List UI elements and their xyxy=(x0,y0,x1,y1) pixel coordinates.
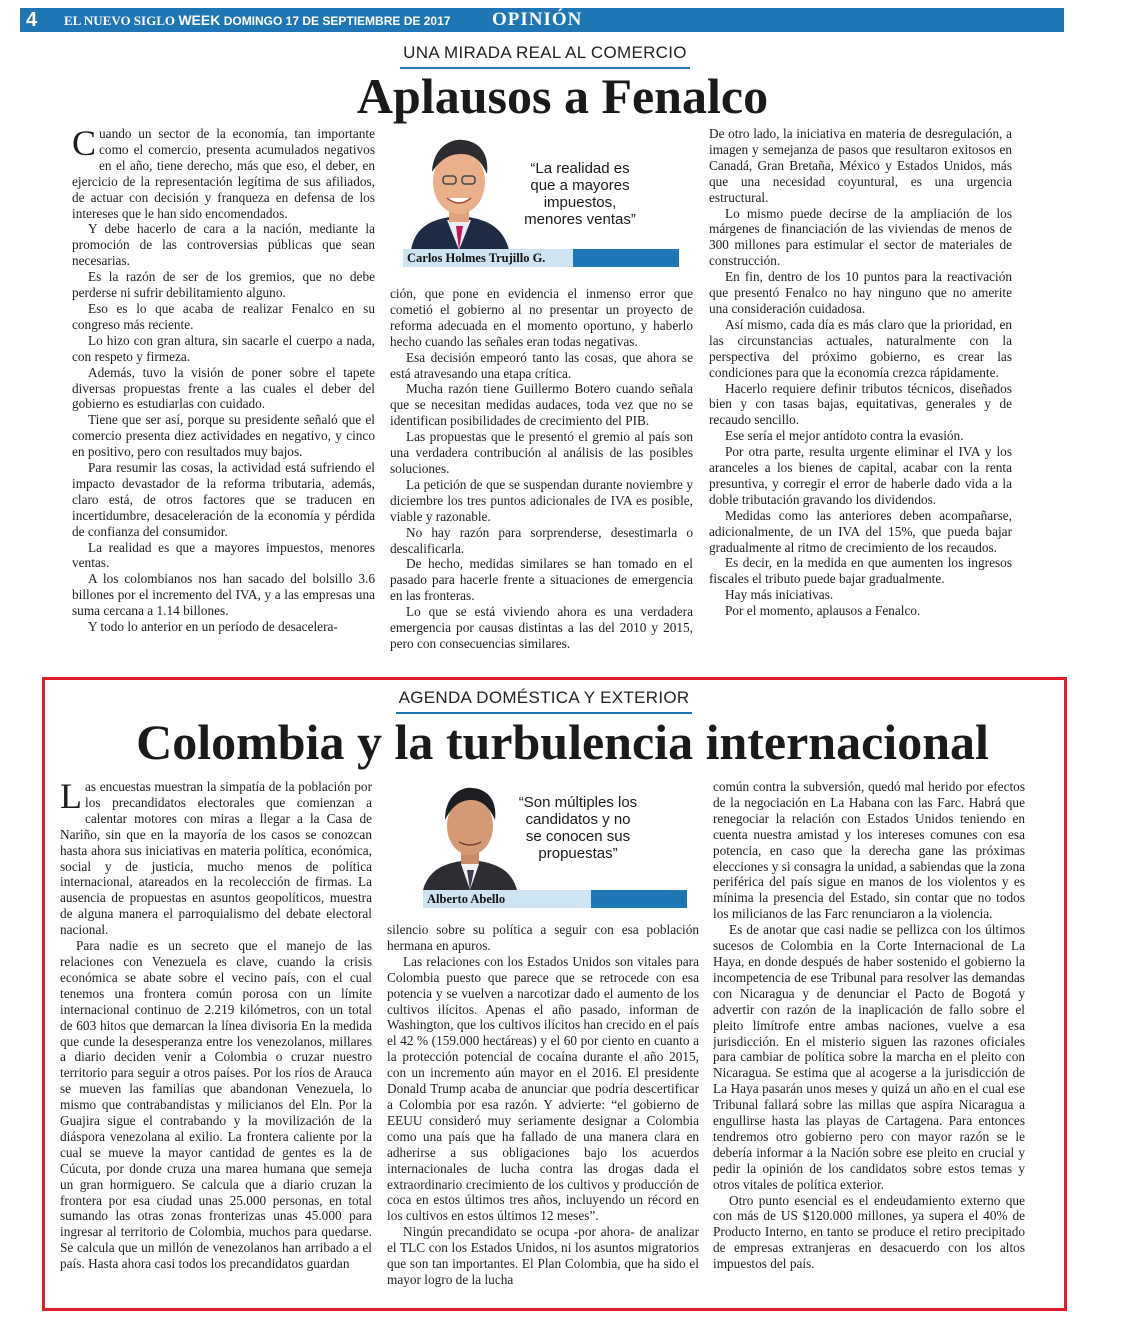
article2-column-2 xyxy=(387,922,699,1305)
body-paragraph: De hecho, medidas similares se han tomado en el pasado para hacerle frente a situaciones de emergencia en las fronteras. xyxy=(390,556,693,604)
article2-byline-bar xyxy=(423,890,687,908)
body-paragraph: Es la razón de ser de los gremios, que no debe perderse ni sufrir debilitamiento alguno. xyxy=(72,269,375,301)
article1-headline: Aplausos a Fenalco xyxy=(356,68,769,124)
body-paragraph: Las relaciones con los Estados Unidos son vitales para Colombia puesto que parece que se retrocede con esa potencia y se vuelven a narcotizar dado el aumento de los cultivos ilícitos. Apenas el año pasado, informan de Washington, que los cultivos ilícitos han crecido en el país el 42 % (159.000 hectáreas) y el 60 por ciento en cuanto a la protección potencial de cocaína durante el año 2015, con un incremento aún mayor en el 2016. El presidente Donald Trump acaba de anunciar que podría descertificar a Colombia por esa razón. Y advierte: “el gobierno de EEUU consideró muy seriamente designar a Colombia como una país que ha fallado de una manera clara en adherirse a sus obligaciones bajo los acuerdos internacionales de lucha contra las drogas dada el extraordinario crecimiento de los cultivos y producción de coca en estos últimos tres años, incluyendo un récord en los cultivos en estos últimos 12 meses”. xyxy=(387,953,699,1224)
body-paragraph: A los colombianos nos han sacado del bolsillo 3.6 billones por el incremento del IVA, y a las empresas una suma cercana a 1.14 billones. xyxy=(72,571,375,619)
body-paragraph: Es decir, en la medida en que aumenten los ingresos fiscales el tributo puede bajar gradualmente. xyxy=(709,555,1012,587)
section-label: OPINIÓN xyxy=(492,9,583,30)
body-paragraph: Y debe hacerlo de cara a la nación, mediante la promoción de las controversias públicas que sean necesarias. xyxy=(72,221,375,269)
article2-column-1 xyxy=(60,779,372,1305)
body-paragraph: ción, que pone en evidencia el inmenso error que cometió el gobierno al no presentar un proyecto de reforma adecuada en el momento oportuno, y haberlo hecho cuando las señales eran todas negativas. xyxy=(390,286,693,349)
body-paragraph: Lo que se está viviendo ahora es una verdadera emergencia por causas distintas a las del 2010 y 2015, pero con consecuencias similares. xyxy=(390,604,693,651)
edition-name: WEEK xyxy=(178,12,221,28)
body-paragraph: En fin, dentro de los 10 puntos para la reactivación que presentó Fenalco no hay ninguno que no amerite una consideración cuidadosa. xyxy=(709,269,1012,316)
byline-accent xyxy=(573,249,679,267)
body-paragraph: Lo mismo puede decirse de la ampliación de los márgenes de financiación de las viviendas de menos de 300 millones para estimular el sector de materiales de construcción. xyxy=(709,205,1012,269)
article2-kicker: AGENDA DOMÉSTICA Y EXTERIOR xyxy=(398,688,690,707)
body-paragraph: Eso es lo que acaba de realizar Fenalco en su congreso más reciente. xyxy=(72,300,375,332)
body-paragraph: Lo hizo con gran altura, sin sacarle el cuerpo a nada, con respeto y firmeza. xyxy=(72,332,375,364)
body-paragraph: Además, tuvo la visión de poner sobre el tapete diversas propuestas frente a las cuales el deber del gobierno es estudiarlas con cuidado. xyxy=(72,364,375,412)
body-paragraph: La petición de que se suspendan durante noviembre y diciembre los tres puntos adicionales de IVA es posible, viable y razonable. xyxy=(390,476,693,524)
drop-cap: L xyxy=(60,779,82,816)
body-paragraph: Para resumir las cosas, la actividad está sufriendo el impacto devastador de la reforma tributaria, además, claro está, de otros factores que se traducen en incertidumbre, desaceleración de la economía y pérdida de confianza del consumidor. xyxy=(72,460,375,539)
article2-author-name: Alberto Abello xyxy=(427,892,506,906)
body-paragraph: Por el momento, aplausos a Fenalco. xyxy=(725,603,921,619)
body-paragraph: Para nadie es un secreto que el manejo de las relaciones con Venezuela es clave, cuando la crisis económica se abate sobre el vecino país, con el cual tenemos una frontera común porosa con un límite internacional continuo de 2.219 kilómetros, con un total de 603 hitos que demarcan la línea divisoria En la medida que cunde la desesperanza entre los venezolanos, millares a diario deciden venir a Colombia o cruzar nuestro territorio para seguir a otros países. Por los ríos de Arauca se mueven las familias que abandonan Venezuela, lo mismo que contrabandistas y milicianos del Eln. Por la Guajira sigue el contrabando y la movilización de la diáspora venezolana al exilio. La frontera caliente por la cual se mueve la mayor cantidad de gentes es la de Cúcuta, por donde cruza una marea humana que semeja un gran hormiguero. Se calcula que a diario cruzan la frontera por esa ciudad unas 25.000 personas, en total sumando las otras zonas fronterizas unas 45.000 para ingresar al territorio de Colombia, muchos para quedarse. Se calcula que un millón de venezolanos han arribado a el país. Hasta ahora casi todos los precandidatos guardan xyxy=(60,938,372,1272)
body-paragraph: De otro lado, la iniciativa en materia de desregulación, a imagen y semejanza de pasos que resultaron exitosos en Canadá, Gran Bretaña, México y Estados Unidos, más que una necesidad coyuntural, es una urgencia estructural. xyxy=(709,126,1012,205)
article1-column-3 xyxy=(709,126,1012,652)
byline-accent xyxy=(591,890,687,908)
article2-headline: Colombia y la turbulencia internacional xyxy=(136,714,989,770)
article1-byline-bar xyxy=(403,249,679,267)
body-paragraph: común contra la subversión, quedó mal herido por efectos de la negociación en La Habana con las Farc. Habrá que renegociar la relación con Estados Unidos teniendo en cuenta nuestra amistad y los intereses comunes con esa potencia, en caso que la derecha gane las próximas elecciones y si consagra la unidad, a sabiendas que la zona periférica del país sigue en manos de los violentos y es mínima la presencia del Estado, sin contar que no todos los milicianos de las Farc renunciaron a la violencia. xyxy=(713,779,1025,922)
body-paragraph: Es de anotar que casi nadie se pellizca con los últimos sucesos de Colombia en la Corte Internacional de La Haya, en donde después de haber sostenido el gobierno la incompetencia de ese Tribunal para resolver las demandas con Nicaragua y de denunciar el Pacto de Bogotá y advertir con razón de la inaplicación de fallo sobre el pleito limítrofe entre ambas naciones, vuelve a esa jurisdicción. En el misterio siguen las razones oficiales para cambiar de política sobre la marcha en el pleito con Nicaragua. Se estima que al acogerse a la jurisdicción de La Haya pasarán unos meses y quizá un año en el cual ese Tribunal fallará sobre las millas que aspira Nicaragua a engullirse hasta las playas de Cartagena. Para entonces tendremos otro gobierno pero con mayor razón se le debería informar a la Nación sobre ese pleito en crucial y pedir la opinión de los candidatos sobre estos temas y otros vitales de política exterior. xyxy=(713,922,1025,1192)
body-paragraph: Esa decisión empeoró tanto las cosas, que ahora se está atravesando una etapa crítica. xyxy=(390,349,693,381)
body-paragraph: Por otra parte, resulta urgente eliminar el IVA y los aranceles a los bienes de capital, acabar con la renta presuntiva, y corregir el error de haberle dado vida a la doble tributación gravando los dividendos. xyxy=(709,444,1012,507)
body-paragraph: Ese sería el mejor antídoto contra la evasión. xyxy=(725,428,964,444)
body-paragraph: Así mismo, cada día es más claro que la prioridad, en las circunstancias actuales, naturalmente con la perspectiva del próximo gobierno, es crear las condiciones para que la economía crezca rápidamente. xyxy=(709,316,1012,380)
body-paragraph: Tiene que ser así, porque su presidente señaló que el comercio presenta diez actividades en negativo, y cinco en positivo, pero con resultados muy bajos. xyxy=(72,412,375,460)
body-paragraph: Hay más iniciativas. xyxy=(725,587,834,603)
body-paragraph: Medidas como las anteriores deben acompañarse, adicionalmente, de un IVA del 15%, que pueda bajar gradualmente al ritmo de crecimiento de los recaudos. xyxy=(709,507,1012,555)
issue-date: DOMINGO 17 DE SEPTIEMBRE DE 2017 xyxy=(223,14,451,28)
drop-cap: C xyxy=(72,126,97,163)
body-paragraph: Otro punto esencial es el endeudamiento externo que con más de US $120.000 millones, ya supera el 40% de Producto Interno, en tanto se produce el retiro precipitado de empresas extranjeras en desacuerdo con los altos impuestos del país. xyxy=(713,1192,1025,1272)
page-header-bar xyxy=(20,8,1064,32)
article1-author-photo xyxy=(403,130,515,250)
paragraph-text: uando un sector de la economía, tan importante como el comercio, presenta acumulados negativos en el año, tiene derecho, más que eso, el deber, en ejercicio de la representación legítima de sus afiliados, de actuar con decisión y franqueza en defensa de los intereses que le han sido encomendados. xyxy=(72,126,375,221)
article1-kicker: UNA MIRADA REAL AL COMERCIO xyxy=(403,43,687,62)
masthead xyxy=(64,8,450,32)
body-paragraph xyxy=(72,126,375,221)
body-paragraph: Hacerlo requiere definir tributos técnicos, diseñados bien y con tasas bajas, equitativas, generales y de recaudo sencillo. xyxy=(709,380,1012,428)
paragraph-text: as encuestas muestran la simpatía de la población por los precandidatos electorales que comienzan a calentar motores con miras a llegar a la Casa de Nariño, sin que en la mayoría de los casos se conozcan hasta ahora sus iniciativas en materia política, económica, social y de justicia, mucho menos de política internacional, atareados en la recolección de firmas. La ausencia de propuestas en asuntos geopolíticos, muestra de alguna manera el parroquialismo del debate electoral nacional. xyxy=(60,779,372,938)
article1-pull-quote: “La realidad es que a mayores impuestos, menores ventas” xyxy=(524,160,636,228)
body-paragraph: Las propuestas que le presentó el gremio al país son una verdadera contribución al análisis de las posibles soluciones. xyxy=(390,429,693,476)
page-number: 4 xyxy=(26,9,38,31)
article2-column-3 xyxy=(713,779,1025,1305)
body-paragraph: La realidad es que a mayores impuestos, menores ventas. xyxy=(72,539,375,571)
publication-name: EL NUEVO SIGLO xyxy=(64,13,175,28)
article1-column-2 xyxy=(390,286,693,652)
body-paragraph: silencio sobre su política a seguir con esa población hermana en apuros. xyxy=(387,922,699,953)
body-paragraph: No hay razón para sorprenderse, desestimarla o descalificarla. xyxy=(390,524,693,556)
article1-author-name: Carlos Holmes Trujillo G. xyxy=(407,251,546,265)
body-paragraph: Ningún precandidato se ocupa -por ahora- de analizar el TLC con los Estados Unidos, ni los asuntos migratorios que son tan importantes. El Plan Colombia, que ha sido el mayor logro de la lucha xyxy=(387,1224,699,1287)
article2-pull-quote: “Son múltiples los candidatos y no se conocen sus propuestas” xyxy=(518,794,638,862)
article2-author-photo xyxy=(423,780,517,890)
article1-column-1 xyxy=(72,126,375,652)
body-paragraph xyxy=(60,779,372,938)
body-paragraph: Y todo lo anterior en un período de desacelera- xyxy=(88,619,338,635)
body-paragraph: Mucha razón tiene Guillermo Botero cuando señala que se necesitan medidas audaces, toda vez que no se identifican posibilidades de crecimiento del PIB. xyxy=(390,381,693,429)
